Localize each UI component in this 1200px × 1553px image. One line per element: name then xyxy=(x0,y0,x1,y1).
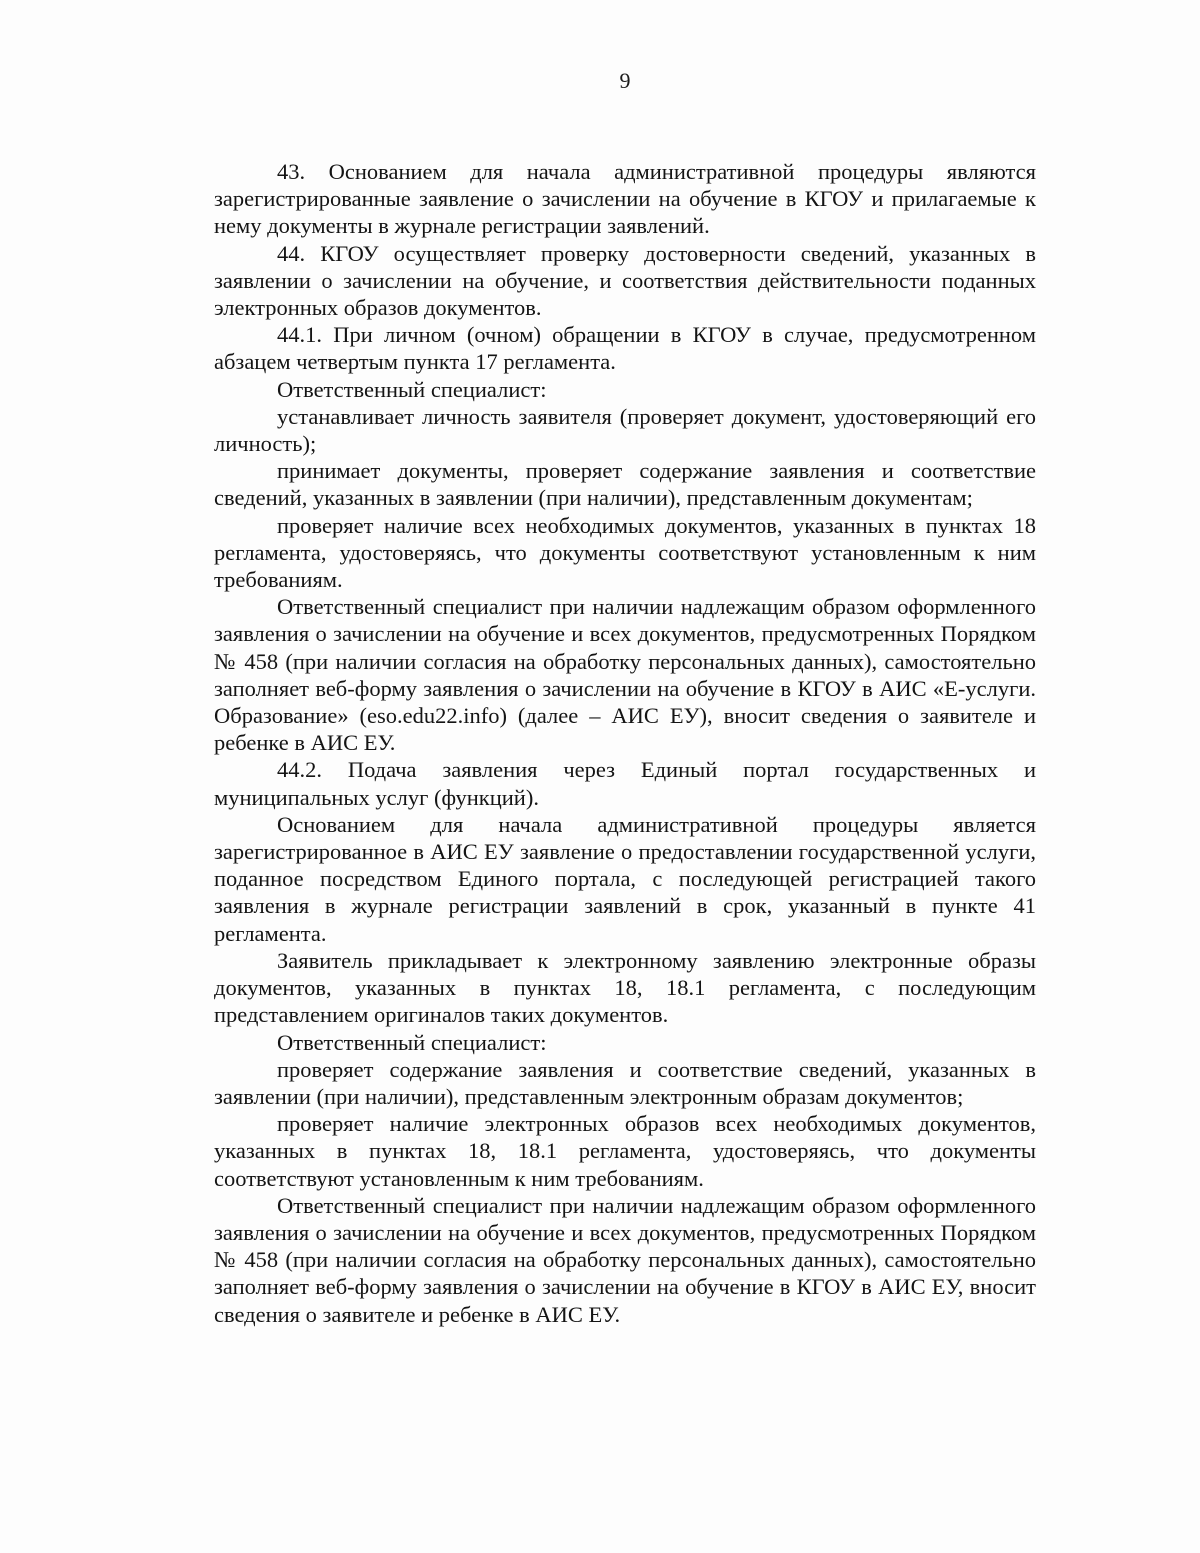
paragraph-fills-web-form: Ответственный специалист при наличии надлежащим образом оформленного заявления о зачислении на обучение и всех документов, предусмотренных Порядком № 458 (при наличии согласия на обработку персональных данных), самостоятельно заполняет веб-форму заявления о зачислении на обучение в КГОУ в АИС «Е-услуги. Образование» (eso.edu22.info) (далее – АИС ЕУ), вносит сведения о заявителе и ребенке в АИС ЕУ. xyxy=(214,594,1036,756)
paragraph-43: 43. Основанием для начала административной процедуры являются зарегистрированные заявление о зачислении на обучение в КГОУ и прилагаемые к нему документы в журнале регистрации заявлений. xyxy=(214,159,1036,239)
paragraph-accepts-documents: принимает документы, проверяет содержание заявления и соответствие сведений, указанных в заявлении (при наличии), представленным документам; xyxy=(214,458,1036,511)
document-body xyxy=(214,158,1036,1328)
paragraph-checks-documents: проверяет наличие всех необходимых документов, указанных в пунктах 18 регламента, удостоверяясь, что документы соответствуют установленным к ним требованиям. xyxy=(214,512,1036,593)
paragraph-applicant-attaches: Заявитель прикладывает к электронному заявлению электронные образы документов, указанных в пунктах 18, 18.1 регламента, с последующим представлением оригиналов таких документов. xyxy=(214,947,1036,1028)
page-number: 9 xyxy=(619,68,631,93)
paragraph-44-1: 44.1. При личном (очном) обращении в КГОУ в случае, предусмотренном абзацем четвертым пункта 17 регламента. xyxy=(214,322,1036,375)
paragraph-44-2: 44.2. Подача заявления через Единый портал государственных и муниципальных услуг (функций). xyxy=(214,757,1036,810)
paragraph-checks-electronic-images: проверяет наличие электронных образов всех необходимых документов, указанных в пунктах 18, 18.1 регламента, удостоверяясь, что документы соответствуют установленным к ним требованиям. xyxy=(214,1111,1036,1191)
paragraph-fills-web-form-2: Ответственный специалист при наличии надлежащим образом оформленного заявления о зачислении на обучение и всех документов, предусмотренных Порядком № 458 (при наличии согласия на обработку персональных данных), самостоятельно заполняет веб-форму заявления о зачислении на обучение в КГОУ в АИС ЕУ, вносит сведения о заявителе и ребенке в АИС ЕУ. xyxy=(214,1192,1036,1327)
paragraph-checks-content: проверяет содержание заявления и соответствие сведений, указанных в заявлении (при наличии), представленным электронным образам документов; xyxy=(214,1056,1036,1109)
paragraph-grounds: Основанием для начала административной процедуры является зарегистрированное в АИС ЕУ заявление о предоставлении государственной услуги, поданное посредством Единого портала, с последующей регистрацией такого заявления в журнале регистрации заявлений в срок, указанный в пункте 41 регламента. xyxy=(214,811,1036,946)
paragraph-identity-check: устанавливает личность заявителя (проверяет документ, удостоверяющий его личность); xyxy=(214,403,1036,457)
paragraph-responsible-specialist: Ответственный специалист: xyxy=(277,376,547,402)
paragraph-responsible-specialist-2: Ответственный специалист: xyxy=(277,1029,547,1055)
paragraph-44: 44. КГОУ осуществляет проверку достоверности сведений, указанных в заявлении о зачислении на обучение, и соответствия действительности поданных электронных образов документов. xyxy=(214,240,1036,321)
